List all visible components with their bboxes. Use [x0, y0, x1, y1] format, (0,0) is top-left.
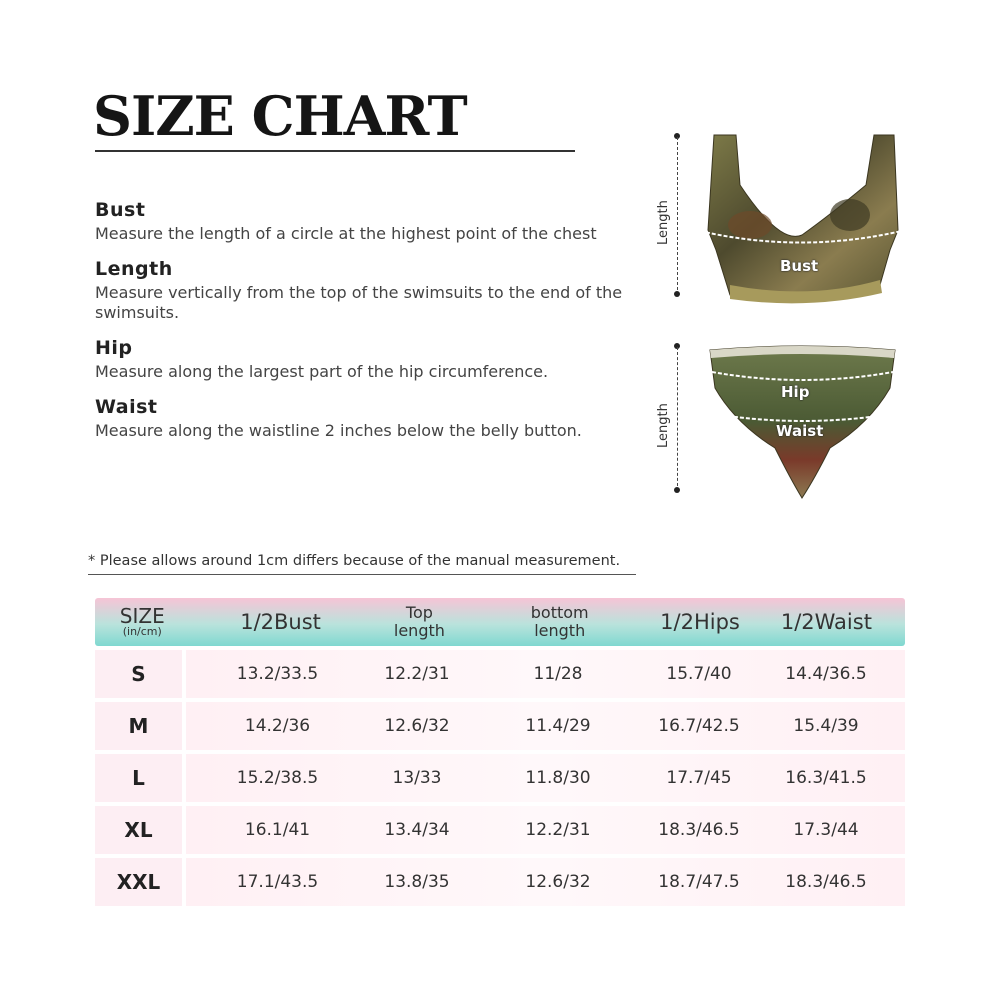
- hips-cell: 16.7/42.5: [658, 716, 740, 736]
- definition-term: Waist: [95, 396, 158, 418]
- bottom-length-cell: 12.6/32: [525, 872, 591, 892]
- waist-cell: 16.3/41.5: [785, 768, 867, 788]
- length-label: Length: [656, 403, 671, 448]
- hips-cell: 18.3/46.5: [658, 820, 740, 840]
- row-values: [186, 806, 905, 854]
- bust-cell: 16.1/41: [244, 820, 311, 840]
- bikini-bottom-illustration: [690, 338, 920, 503]
- top-length-cell: 13.4/34: [384, 820, 450, 840]
- definition-term: Hip: [95, 337, 133, 359]
- header-bottom-length-line1: bottom: [530, 603, 589, 622]
- bust-cell: 14.2/36: [244, 716, 311, 736]
- table-row: [95, 754, 905, 802]
- bikini-bottom-diagram: [650, 338, 900, 503]
- waist-cell: 15.4/39: [793, 716, 859, 736]
- dimension-endpoint: [674, 487, 680, 493]
- row-values: [186, 754, 905, 802]
- bottom-length-cell: 12.2/31: [525, 820, 591, 840]
- bust-cell: 17.1/43.5: [236, 872, 319, 892]
- definition-hip: [95, 337, 635, 382]
- row-values: [186, 702, 905, 750]
- page-title: SIZE CHART: [93, 84, 467, 148]
- measurement-definitions: [95, 199, 635, 455]
- header-waist: 1/2Waist: [780, 610, 872, 634]
- bikini-top-diagram: [650, 125, 900, 310]
- size-table: [95, 598, 905, 906]
- top-length-cell: 13.8/35: [384, 872, 450, 892]
- waist-label: Waist: [776, 422, 824, 440]
- title-underline: [95, 150, 575, 152]
- size-cell: XXL: [95, 858, 182, 906]
- definition-description: Measure along the largest part of the hip circumference.: [95, 362, 549, 381]
- header-top-length-line2: length: [393, 621, 445, 640]
- bikini-top-illustration: [690, 125, 920, 310]
- row-values: [186, 858, 905, 906]
- header-bottom-length-line2: length: [534, 621, 586, 640]
- table-row: [95, 702, 905, 750]
- measurement-note: * Please allows around 1cm differs because of the manual measurement.: [88, 553, 636, 575]
- header-top-length: [372, 604, 468, 640]
- definition-description: Measure vertically from the top of the swimsuits to the end of the swimsuits.: [95, 283, 623, 322]
- header-size: [95, 606, 190, 638]
- length-label: Length: [656, 200, 671, 245]
- size-cell: XL: [95, 806, 182, 854]
- table-header: [95, 598, 905, 646]
- hips-cell: 15.7/40: [666, 664, 732, 684]
- definition-waist: [95, 396, 635, 441]
- bust-cell: 13.2/33.5: [236, 664, 319, 684]
- definition-description: Measure the length of a circle at the highest point of the chest: [95, 224, 597, 243]
- hip-label: Hip: [781, 383, 810, 401]
- dimension-endpoint: [674, 291, 680, 297]
- top-length-cell: 13/33: [392, 768, 442, 788]
- size-cell: M: [95, 702, 182, 750]
- definition-description: Measure along the waistline 2 inches below the belly button.: [95, 421, 582, 440]
- length-dimension-line: [677, 347, 679, 491]
- bust-cell: 15.2/38.5: [236, 768, 319, 788]
- waist-cell: 14.4/36.5: [785, 664, 867, 684]
- waist-cell: 18.3/46.5: [785, 872, 867, 892]
- header-unit-label: (in/cm): [122, 625, 162, 638]
- bust-label: Bust: [780, 257, 819, 275]
- size-cell: S: [95, 650, 182, 698]
- header-top-length-line1: Top: [405, 603, 433, 622]
- waist-cell: 17.3/44: [793, 820, 859, 840]
- top-length-cell: 12.6/32: [384, 716, 450, 736]
- table-row: [95, 858, 905, 906]
- row-values: [186, 650, 905, 698]
- bottom-length-cell: 11/28: [533, 664, 583, 684]
- definition-term: Length: [95, 258, 173, 280]
- definition-term: Bust: [95, 199, 146, 221]
- top-length-cell: 12.2/31: [384, 664, 450, 684]
- header-size-label: SIZE: [119, 604, 165, 628]
- table-row: [95, 806, 905, 854]
- hips-cell: 17.7/45: [666, 768, 732, 788]
- bottom-length-cell: 11.8/30: [525, 768, 591, 788]
- header-hips: 1/2Hips: [660, 610, 740, 634]
- table-row: [95, 650, 905, 698]
- header-bust: 1/2Bust: [240, 610, 321, 634]
- length-dimension-line: [677, 137, 679, 295]
- size-cell: L: [95, 754, 182, 802]
- definition-bust: [95, 199, 635, 244]
- bottom-length-cell: 11.4/29: [525, 716, 591, 736]
- header-bottom-length: [467, 604, 652, 640]
- definition-length: [95, 258, 635, 323]
- hips-cell: 18.7/47.5: [658, 872, 740, 892]
